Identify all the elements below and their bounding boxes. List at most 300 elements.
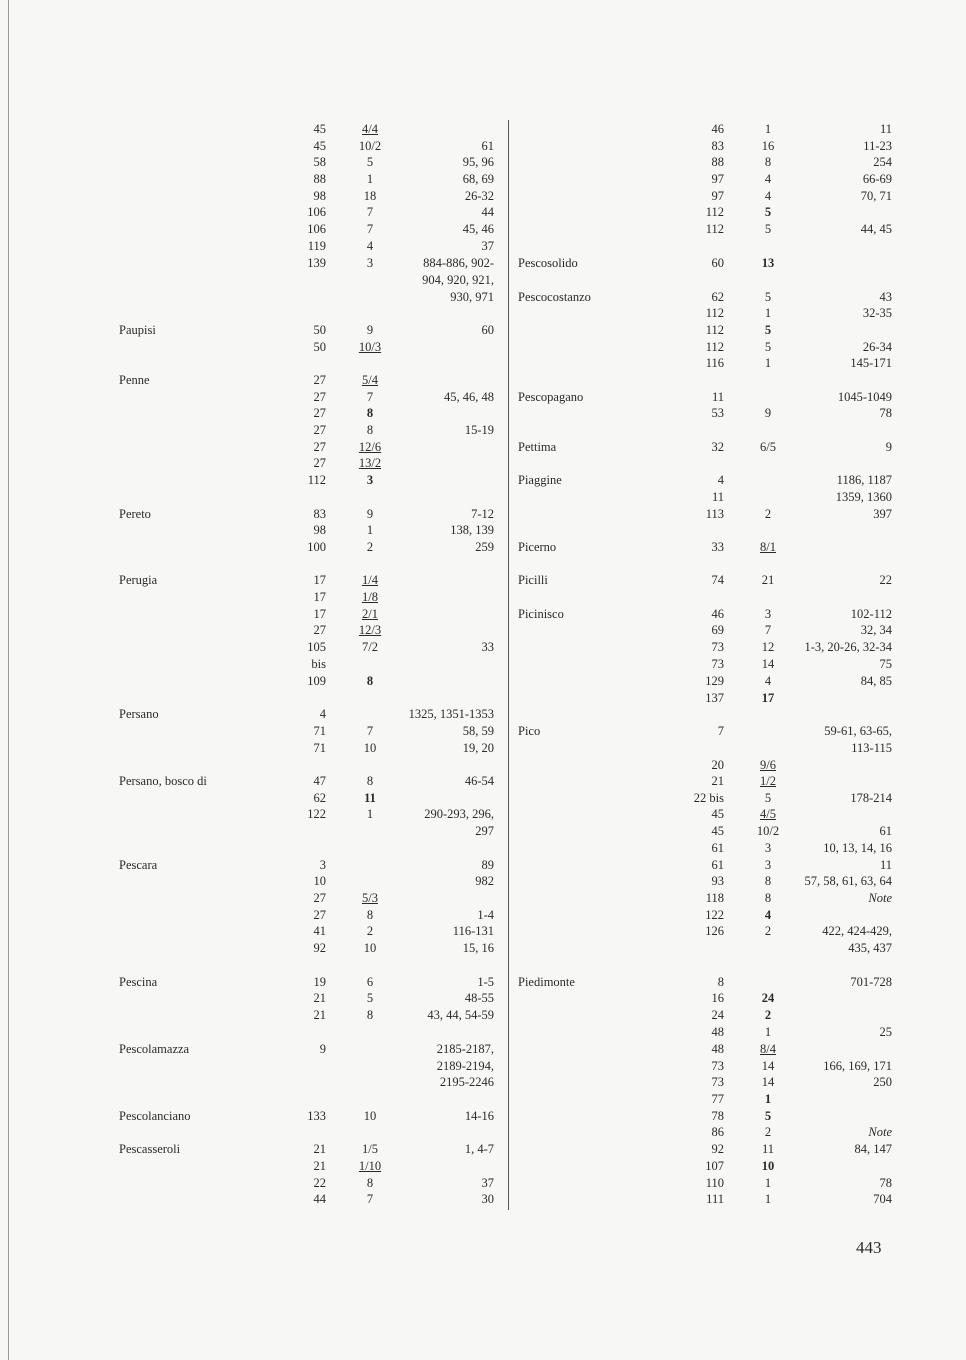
index-entry-row	[0, 506, 966, 522]
issue-number: 12/3	[358, 623, 382, 637]
volume-number: 112	[705, 340, 724, 354]
issue-number: 5	[366, 155, 374, 169]
volume-number: 109	[307, 674, 326, 688]
page-references: 1359, 1360	[835, 490, 892, 504]
volume-number: 78	[711, 1109, 724, 1123]
volume-number: 17	[313, 573, 326, 587]
page-references: 14-16	[464, 1109, 494, 1123]
index-entry-row	[0, 405, 966, 421]
page-references: 84, 85	[860, 674, 892, 688]
volume-number: 88	[313, 172, 326, 186]
volume-number: 93	[711, 874, 724, 888]
volume-number: 27	[313, 406, 326, 420]
page-references: 43, 44, 54-59	[427, 1008, 494, 1022]
issue-number: 7/2	[362, 640, 378, 654]
page-references: 1325, 1351-1353	[408, 707, 494, 721]
index-entry-row	[0, 539, 966, 555]
page-references: 701-728	[850, 975, 892, 989]
index-entry-row	[0, 305, 966, 321]
place-name: Perugia	[119, 573, 158, 587]
volume-number: 8	[717, 975, 724, 989]
issue-number: 7	[366, 1192, 374, 1206]
page-references: 32, 34	[860, 623, 892, 637]
index-entry-row	[0, 322, 966, 338]
index-entry-row	[0, 1058, 966, 1074]
index-entry-row	[0, 890, 966, 906]
page-references: 15-19	[464, 423, 494, 437]
issue-number: 4	[764, 908, 772, 922]
issue-number: 8	[366, 774, 374, 788]
volume-number: 116	[705, 356, 724, 370]
page-references: 930, 971	[450, 290, 494, 304]
volume-number: 126	[705, 924, 724, 938]
volume-number: 27	[313, 390, 326, 404]
volume-number: 69	[711, 623, 724, 637]
index-entry-row	[0, 907, 966, 923]
volume-number: 61	[711, 841, 724, 855]
place-name: Pescocostanzo	[518, 290, 591, 304]
volume-number: 112	[705, 323, 724, 337]
index-entry-row	[0, 656, 966, 672]
issue-number: 1	[764, 1025, 772, 1039]
place-name: Picinisco	[518, 607, 564, 621]
index-entry-row	[0, 673, 966, 689]
volume-number: 27	[313, 623, 326, 637]
issue-number: 1	[764, 306, 772, 320]
page-references: 1-4	[477, 908, 494, 922]
page-references: 30	[481, 1192, 494, 1206]
volume-number: 61	[711, 858, 724, 872]
issue-number: 14	[761, 1059, 775, 1073]
issue-number: 8	[764, 155, 772, 169]
issue-number: 8/4	[760, 1042, 776, 1056]
volume-number: 58	[313, 155, 326, 169]
index-entry-row	[0, 1024, 966, 1040]
volume-number: 47	[313, 774, 326, 788]
volume-number: 133	[307, 1109, 326, 1123]
volume-number: 107	[705, 1159, 724, 1173]
page-references: 46-54	[464, 774, 494, 788]
issue-number: 9	[366, 323, 374, 337]
issue-number: 9	[764, 406, 772, 420]
issue-number: 9/6	[760, 758, 776, 772]
place-name: Pettima	[518, 440, 557, 454]
issue-number: 1	[764, 1192, 772, 1206]
page-references: 166, 169, 171	[823, 1059, 892, 1073]
issue-number: 3	[764, 841, 772, 855]
page-references: 22	[879, 573, 892, 587]
issue-number: 1	[366, 807, 374, 821]
page-references: 250	[873, 1075, 892, 1089]
place-name: Pescara	[119, 858, 158, 872]
volume-number: 19	[313, 975, 326, 989]
page-references: 9	[885, 440, 892, 454]
issue-number: 12/6	[358, 440, 382, 454]
index-entry-row	[0, 355, 966, 371]
page-references: 78	[879, 1176, 892, 1190]
issue-number: 18	[363, 189, 377, 203]
index-entry-row	[0, 188, 966, 204]
page-references: 78	[879, 406, 892, 420]
issue-number: 10	[761, 1159, 775, 1173]
volume-number: 53	[711, 406, 724, 420]
issue-number: 6	[366, 975, 374, 989]
volume-number: 11	[711, 390, 724, 404]
page-references: 95, 96	[462, 155, 494, 169]
issue-number: 4	[764, 172, 772, 186]
volume-number: 74	[711, 573, 724, 587]
volume-number: 105	[307, 640, 326, 654]
index-entry-row	[0, 806, 966, 822]
issue-number: 11	[364, 791, 376, 805]
issue-number: 7	[366, 205, 374, 219]
volume-number: 112	[705, 306, 724, 320]
volume-number: 100	[307, 540, 326, 554]
volume-number: 45	[711, 807, 724, 821]
issue-number: 2	[366, 924, 374, 938]
page-references: 75	[879, 657, 892, 671]
volume-number: 77	[711, 1092, 724, 1106]
issue-number: 12	[761, 640, 775, 654]
issue-number: 3	[366, 256, 374, 270]
index-entry-row	[0, 740, 966, 756]
issue-number: 4	[764, 189, 772, 203]
volume-number: 27	[313, 440, 326, 454]
volume-number: 112	[705, 222, 724, 236]
page-references: 2189-2194,	[436, 1059, 494, 1073]
issue-number: 1	[366, 523, 374, 537]
index-entry-row	[0, 1091, 966, 1107]
index-entry-row	[0, 121, 966, 137]
issue-number: 8	[764, 891, 772, 905]
volume-number: 112	[307, 473, 326, 487]
index-entry-row	[0, 221, 966, 237]
issue-number: 5	[366, 991, 374, 1005]
page-references: 61	[481, 139, 494, 153]
issue-number: 8	[366, 406, 374, 420]
index-entry-row	[0, 389, 966, 405]
index-entry-row	[0, 1124, 966, 1140]
issue-number: 3	[366, 473, 374, 487]
place-name: Piedimonte	[518, 975, 575, 989]
issue-number: 5	[764, 1109, 772, 1123]
issue-number: 17	[761, 691, 775, 705]
page-references: 297	[475, 824, 494, 838]
index-entry-row	[0, 489, 966, 505]
issue-number: 4/5	[760, 807, 776, 821]
issue-number: 8	[366, 908, 374, 922]
page-references: 44	[481, 205, 494, 219]
index-entry-row	[0, 690, 966, 706]
volume-number: 46	[711, 607, 724, 621]
page-references: 66-69	[862, 172, 892, 186]
index-entry-row	[0, 171, 966, 187]
issue-number: 8/1	[760, 540, 776, 554]
page-references: 59-61, 63-65,	[824, 724, 892, 738]
index-entry-row	[0, 823, 966, 839]
place-name: Pescolanciano	[119, 1109, 191, 1123]
index-entry-row	[0, 255, 966, 271]
index-entry-row	[0, 472, 966, 488]
issue-number: 1	[764, 1176, 772, 1190]
page-references: 32-35	[862, 306, 892, 320]
place-name: Pescopagano	[518, 390, 584, 404]
issue-number: 9	[366, 507, 374, 521]
index-entry-row	[0, 238, 966, 254]
volume-number: 71	[313, 741, 326, 755]
place-name: Paupisi	[119, 323, 156, 337]
volume-number: 73	[711, 657, 724, 671]
page-references: 904, 920, 921,	[422, 273, 494, 287]
index-entry-row	[0, 790, 966, 806]
page-references: 1, 4-7	[464, 1142, 494, 1156]
issue-number: 2	[764, 507, 772, 521]
place-name: Pico	[518, 724, 541, 738]
index-entry-row	[0, 1175, 966, 1191]
page-references: 113-115	[851, 741, 892, 755]
issue-number: 1	[764, 356, 772, 370]
page-references: 11	[879, 122, 892, 136]
volume-number: 97	[711, 189, 724, 203]
index-entry-row	[0, 923, 966, 939]
page-references: 48-55	[464, 991, 494, 1005]
volume-number: 24	[711, 1008, 724, 1022]
page-references: 2195-2246	[439, 1075, 494, 1089]
volume-number: 122	[307, 807, 326, 821]
index-entry-row	[0, 372, 966, 388]
issue-number: 24	[761, 991, 775, 1005]
volume-number: 92	[711, 1142, 724, 1156]
page-references: 11	[879, 858, 892, 872]
page-references: 84, 147	[854, 1142, 892, 1156]
page-references: Note	[868, 891, 892, 905]
page-references: 11-23	[863, 139, 892, 153]
index-entry-row	[0, 154, 966, 170]
issue-number: 5	[764, 290, 772, 304]
volume-number: 17	[313, 590, 326, 604]
volume-number: 45	[711, 824, 724, 838]
page-references: 60	[481, 323, 494, 337]
volume-number: 10	[313, 874, 326, 888]
issue-number: 16	[761, 139, 775, 153]
place-name: Pescina	[119, 975, 158, 989]
index-entry-row	[0, 773, 966, 789]
page-references: 138, 139	[450, 523, 494, 537]
issue-number: 5	[764, 791, 772, 805]
place-name: Persano, bosco di	[119, 774, 207, 788]
volume-number: 73	[711, 1059, 724, 1073]
issue-number: 13/2	[358, 456, 382, 470]
index-entry-row	[0, 857, 966, 873]
issue-number: 4/4	[362, 122, 378, 136]
place-name: Penne	[119, 373, 150, 387]
volume-number: 83	[711, 139, 724, 153]
issue-number: 10/2	[358, 139, 382, 153]
volume-number: 21	[313, 1008, 326, 1022]
issue-number: 3	[764, 858, 772, 872]
index-entry-row	[0, 289, 966, 305]
volume-number: 83	[313, 507, 326, 521]
page-references: 422, 424-429,	[822, 924, 892, 938]
volume-number: 21	[313, 1159, 326, 1173]
issue-number: 8	[366, 1008, 374, 1022]
issue-number: 1/10	[358, 1159, 382, 1173]
volume-number: 118	[705, 891, 724, 905]
issue-number: 10/2	[756, 824, 780, 838]
page-references: 1045-1049	[837, 390, 892, 404]
index-entry-row	[0, 439, 966, 455]
volume-number: 98	[313, 523, 326, 537]
volume-number: 60	[711, 256, 724, 270]
page-references: 254	[873, 155, 892, 169]
index-entry-row	[0, 873, 966, 889]
issue-number: 2	[764, 1008, 772, 1022]
issue-number: 14	[761, 1075, 775, 1089]
page-references: 43	[879, 290, 892, 304]
issue-number: 5	[764, 205, 772, 219]
issue-number: 2	[366, 540, 374, 554]
page-number: 443	[856, 1238, 882, 1257]
index-entry-row	[0, 572, 966, 588]
volume-number: 113	[705, 507, 724, 521]
place-name: Pescosolido	[518, 256, 578, 270]
page-references: 44, 45	[860, 222, 892, 236]
page-references: 58, 59	[462, 724, 494, 738]
index-entry-row	[0, 840, 966, 856]
volume-number: 21	[711, 774, 724, 788]
volume-number: 50	[313, 340, 326, 354]
index-entry-row	[0, 1108, 966, 1124]
page-references: 1-5	[477, 975, 494, 989]
volume-number: 4	[717, 473, 724, 487]
index-entry-row	[0, 1007, 966, 1023]
issue-number: 5	[764, 222, 772, 236]
volume-number: 27	[313, 373, 326, 387]
page-references: 45, 46	[462, 222, 494, 236]
volume-number: 137	[705, 691, 724, 705]
issue-number: 7	[366, 390, 374, 404]
volume-number: 27	[313, 456, 326, 470]
index-entry-row	[0, 639, 966, 655]
page-references: 45, 46, 48	[444, 390, 494, 404]
page-references: 57, 58, 61, 63, 64	[804, 874, 892, 888]
volume-number: 48	[711, 1042, 724, 1056]
volume-number: 45	[313, 139, 326, 153]
volume-number: 16	[711, 991, 724, 1005]
volume-number: 4	[319, 707, 326, 721]
volume-number: bis	[311, 657, 326, 671]
page-references: 7-12	[471, 507, 494, 521]
page-references: 25	[879, 1025, 892, 1039]
index-entry-row	[0, 1074, 966, 1090]
volume-number: 22 bis	[693, 791, 724, 805]
volume-number: 112	[705, 205, 724, 219]
volume-number: 122	[705, 908, 724, 922]
issue-number: 8	[366, 1176, 374, 1190]
volume-number: 129	[705, 674, 724, 688]
volume-number: 50	[313, 323, 326, 337]
index-entry-row	[0, 723, 966, 739]
page-references: 145-171	[850, 356, 892, 370]
issue-number: 4	[366, 239, 374, 253]
volume-number: 106	[307, 205, 326, 219]
page-references: 982	[475, 874, 494, 888]
index-entry-row	[0, 455, 966, 471]
page-references: 116-131	[452, 924, 494, 938]
issue-number: 7	[366, 222, 374, 236]
volume-number: 97	[711, 172, 724, 186]
page-references: 33	[481, 640, 494, 654]
page-references: 178-214	[850, 791, 892, 805]
index-entry-row	[0, 272, 966, 288]
volume-number: 22	[313, 1176, 326, 1190]
index-entry-row	[0, 422, 966, 438]
issue-number: 2/1	[362, 607, 378, 621]
page-references: 19, 20	[462, 741, 494, 755]
index-entry-row	[0, 706, 966, 722]
issue-number: 10/3	[358, 340, 382, 354]
volume-number: 119	[307, 239, 326, 253]
place-name: Piaggine	[518, 473, 562, 487]
place-name: Picilli	[518, 573, 548, 587]
issue-number: 1/8	[362, 590, 378, 604]
issue-number: 1/2	[760, 774, 776, 788]
volume-number: 3	[319, 858, 326, 872]
issue-number: 2	[764, 924, 772, 938]
issue-number: 1/4	[362, 573, 378, 587]
volume-number: 106	[307, 222, 326, 236]
page-references: 259	[475, 540, 494, 554]
volume-number: 92	[313, 941, 326, 955]
issue-number: 10	[363, 1109, 377, 1123]
issue-number: 5	[764, 340, 772, 354]
issue-number: 7	[764, 623, 772, 637]
volume-number: 98	[313, 189, 326, 203]
volume-number: 46	[711, 122, 724, 136]
volume-number: 21	[313, 991, 326, 1005]
index-entry-row	[0, 606, 966, 622]
volume-number: 33	[711, 540, 724, 554]
page-references: 37	[481, 1176, 494, 1190]
page-references: 2185-2187,	[436, 1042, 494, 1056]
volume-number: 21	[313, 1142, 326, 1156]
index-entry-row	[0, 940, 966, 956]
index-entry-row	[0, 990, 966, 1006]
volume-number: 88	[711, 155, 724, 169]
issue-number: 14	[761, 657, 775, 671]
page-references: 68, 69	[462, 172, 494, 186]
place-name: Pescasseroli	[119, 1142, 181, 1156]
issue-number: 1	[764, 122, 772, 136]
page-references: 704	[873, 1192, 892, 1206]
issue-number: 5/3	[362, 891, 378, 905]
issue-number: 1	[764, 1092, 772, 1106]
index-entry-row	[0, 757, 966, 773]
volume-number: 11	[711, 490, 724, 504]
issue-number: 10	[363, 941, 377, 955]
issue-number: 10	[363, 741, 377, 755]
page-references: 10, 13, 14, 16	[823, 841, 892, 855]
page-references: 37	[481, 239, 494, 253]
volume-number: 48	[711, 1025, 724, 1039]
place-name: Persano	[119, 707, 159, 721]
volume-number: 110	[705, 1176, 724, 1190]
index-entry-row	[0, 1191, 966, 1207]
volume-number: 139	[307, 256, 326, 270]
index-entry-row	[0, 1158, 966, 1174]
page-references: Note	[868, 1125, 892, 1139]
index-entry-row	[0, 589, 966, 605]
